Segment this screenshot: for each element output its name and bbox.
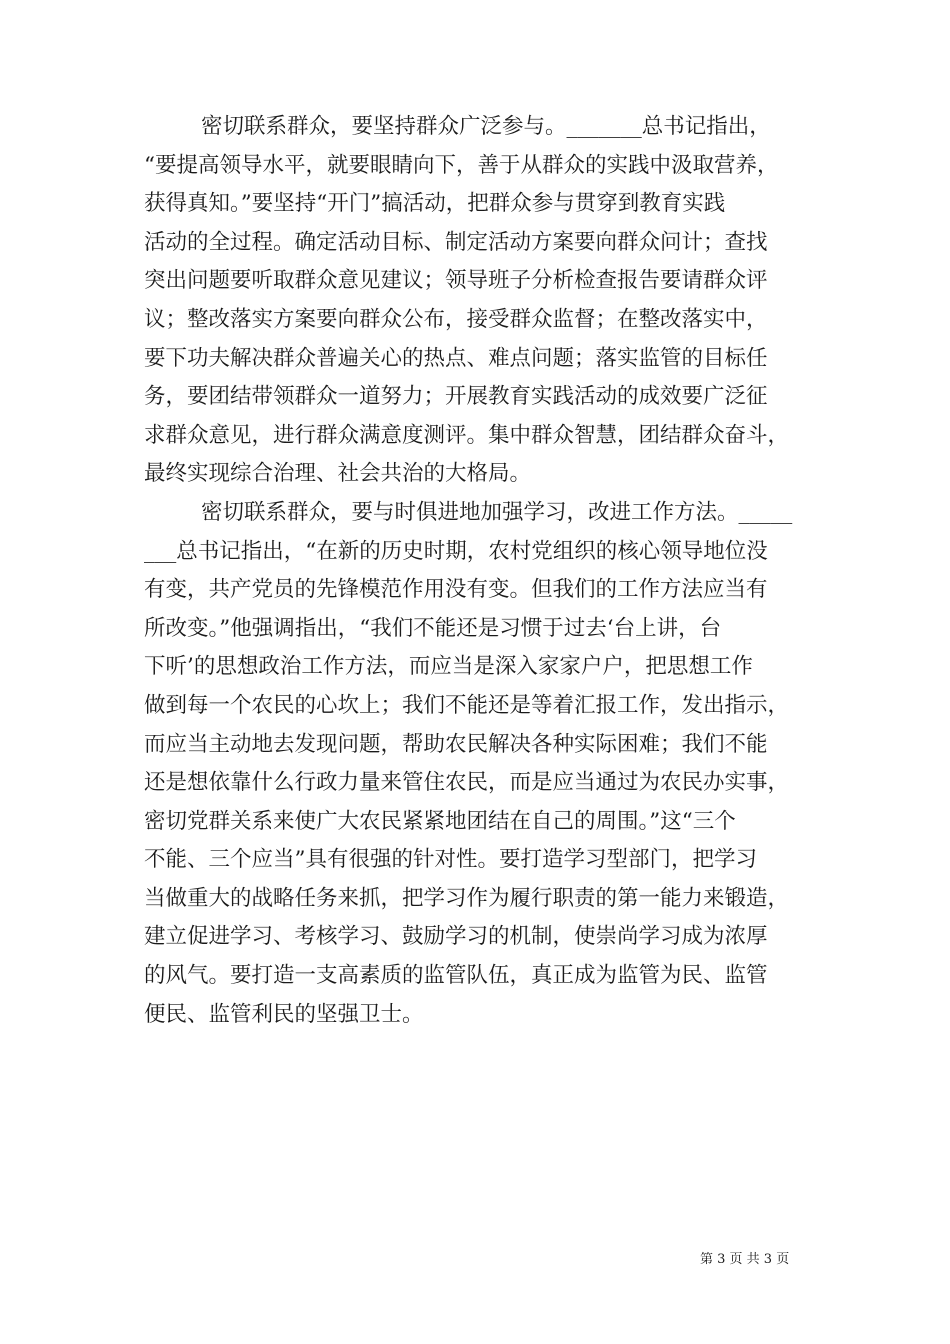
text-line: 便民、监管利民的坚强卫士。 <box>144 1001 424 1027</box>
text-line: 议；整改落实方案要向群众公布，接受群众监督；在整改落实中， <box>144 306 768 332</box>
text-line: 突出问题要听取群众意见建议；领导班子分析检查报告要请群众评 <box>144 268 768 294</box>
text-line: 求群众意见，进行群众满意度测评。集中群众智慧，团结群众奋斗， <box>144 422 790 448</box>
text-line: 获得真知。”要坚持“开门”搞活动，把群众参与贯穿到教育实践 <box>144 191 726 217</box>
text-line: 还是想依靠什么行政力量来管住农民，而是应当通过为农民办实事， <box>144 770 790 796</box>
text-line: 活动的全过程。确定活动目标、制定活动方案要向群众问计；查找 <box>144 229 768 255</box>
text-line: 而应当主动地去发现问题，帮助农民解决各种实际困难；我们不能 <box>144 731 768 757</box>
text-line: 密切党群关系来使广大农民紧紧地团结在自己的周围。”这“三个 <box>144 808 736 834</box>
text-line: 当做重大的战略任务来抓，把学习作为履行职责的第一能力来锻造， <box>144 885 790 911</box>
paragraph-1 <box>144 108 812 494</box>
text-line: 做到每一个农民的心坎上；我们不能还是等着汇报工作，发出指示， <box>144 692 790 718</box>
document-body <box>144 108 812 1034</box>
text-line: 下听’的思想政治工作方法，而应当是深入家家户户，把思想工作 <box>144 654 753 680</box>
text-line: 最终实现综合治理、社会共治的大格局。 <box>144 461 532 487</box>
text-line: 有变，共产党员的先锋模范作用没有变。但我们的工作方法应当有 <box>144 577 768 603</box>
text-line: “要提高领导水平，就要眼睛向下，善于从群众的实践中汲取营养， <box>144 152 779 178</box>
text-line: ___总书记指出，“在新的历史时期，农村党组织的核心领导地位没 <box>144 538 768 564</box>
paragraph-2 <box>144 494 812 1034</box>
page-number: 第 3 页 共 3 页 <box>700 1252 790 1267</box>
text-line: 密切联系群众，要坚持群众广泛参与。_______总书记指出， <box>201 114 771 139</box>
text-line: 要下功夫解决群众普遍关心的热点、难点问题；落实监管的目标任 <box>144 345 768 371</box>
text-line: 务，要团结带领群众一道努力；开展教育实践活动的成效要广泛征 <box>144 384 768 410</box>
text-line: 的风气。要打造一支高素质的监管队伍，真正成为监管为民、监管 <box>144 963 768 989</box>
text-line: 密切联系群众，要与时俱进地加强学习，改进工作方法。_____ <box>201 499 793 525</box>
text-line: 不能、三个应当”具有很强的针对性。要打造学习型部门，把学习 <box>144 847 757 873</box>
text-line: 所改变。”他强调指出，“我们不能还是习惯于过去‘台上讲，台 <box>144 615 722 641</box>
text-line: 建立促进学习、考核学习、鼓励学习的机制，使崇尚学习成为浓厚 <box>144 924 768 950</box>
